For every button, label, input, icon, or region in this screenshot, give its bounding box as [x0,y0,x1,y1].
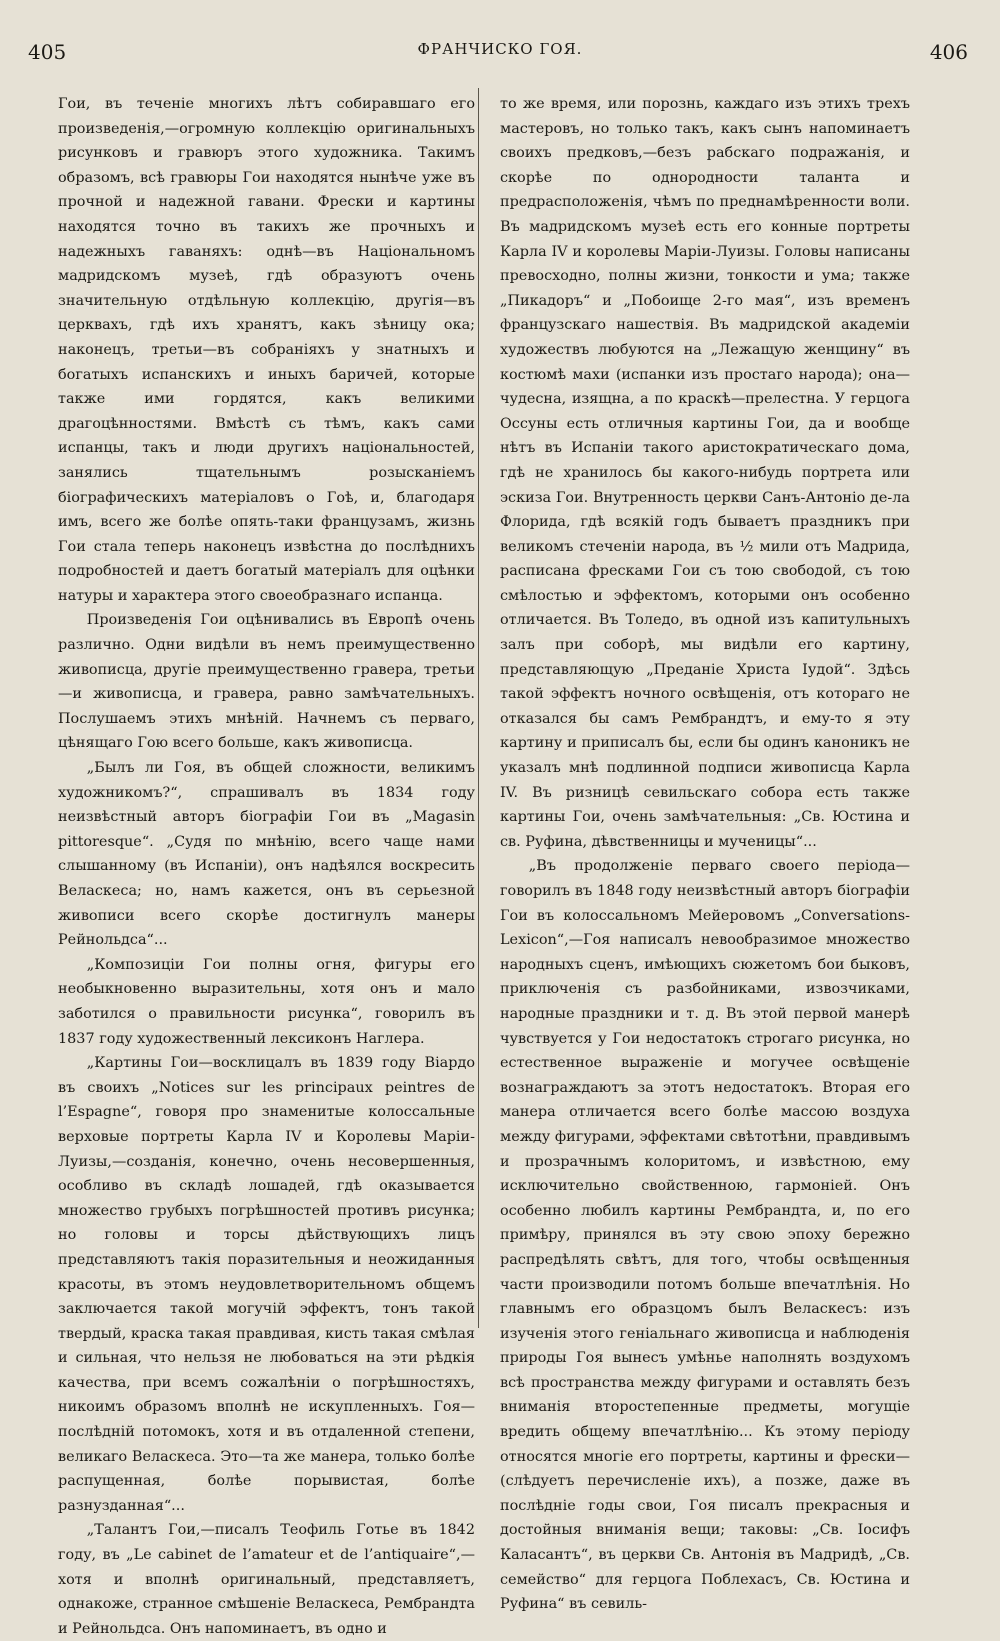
column-divider [478,88,479,1328]
paragraph: Произведенія Гои оцѣнивались въ Европѣ очень различно. Одни видѣли въ немъ преимущественно живописца, другіе преимущественно гравера, третьи—и живописца, и гравера, равно замѣчательныхъ. Послушаемъ этихъ мнѣній. Начнемъ съ перваго, цѣнящаго Гою всего больше, какъ живописца. [58,612,475,752]
paragraph: „Талантъ Гои,—писалъ Теофиль Готье въ 1842 году, въ „Le cabinet de l’amateur et de l’antiquaire“,—хотя и вполнѣ оригинальный, представляетъ, однакоже, странное смѣшеніе Веласкеса, Рембрандта и Рейнольдса. Онъ напоминаетъ, въ одно и [58,1522,475,1637]
running-title: ФРАНЧИСКО ГОЯ. [417,40,583,58]
left-column [58,92,475,1641]
paragraph: Гои, въ теченіе многихъ лѣтъ собиравшаго его произведенія,—огромную коллекцію оригинальныхъ рисунковъ и гравюръ этого художника. Такимъ образомъ, всѣ гравюры Гои находятся нынѣче уже въ прочной и надежной гавани. Фрески и картины находятся точно въ такихъ же прочныхъ и надежныхъ гаваняхъ: однѣ—въ Національномъ мадридскомъ музеѣ, гдѣ образуютъ очень значительную отдѣльную коллекцію, другія—въ церквахъ, гдѣ ихъ хранятъ, какъ зѣницу ока; наконецъ, третьи—въ собраніяхъ у знатныхъ и богатыхъ испанскихъ и иныхъ баричей, которые также ими гордятся, какъ великими драгоцѣнностями. Вмѣстѣ съ тѣмъ, какъ сами испанцы, такъ и люди другихъ національностей, занялись тщательнымъ розысканіемъ біографическихъ матеріаловъ о Гоѣ, и, благодаря имъ, всего же болѣе опять-таки французамъ, жизнь Гои стала теперь наконецъ извѣстна до послѣднихъ подробностей и даетъ богатый матеріалъ для оцѣнки натуры и характера этого своеобразнаго испанца. [58,96,475,604]
paragraph: „Въ продолженіе перваго своего періода—говорилъ въ 1848 году неизвѣстный авторъ біографіи Гои въ колоссальномъ Мейеровомъ „Conversations-Lexicon“,—Гоя написалъ невообразимое множество народныхъ сценъ, имѣющихъ сюжетомъ бои быковъ, приключенія съ разбойниками, извозчиками, народные праздники и т. д. Въ этой первой манерѣ чувствуется у Гои недостатокъ строгаго рисунка, но естественное выраженіе и могучее освѣщеніе вознаграждаютъ за этотъ недостатокъ. Вторая его манера отличается всего болѣе массою воздуха между фигурами, эффектами свѣтотѣни, правдивымъ и прозрачнымъ колоритомъ, и извѣстною, ему исключительно свойственною, гармоніей. Онъ особенно любилъ картины Рембрандта, и, по его примѣру, принялся въ эту свою эпоху бережно распредѣлять свѣтъ, для того, чтобы освѣщенныя части производили потомъ больше впечатлѣнія. Но главнымъ его образцомъ былъ Веласкесъ: изъ изученія этого геніальнаго живописца и наблюденія природы Гоя вынесъ умѣнье наполнять воздухомъ всѣ пространства между фигурами и оставлять безъ вниманія второстепенные предметы, могущіе вредить общему впечатлѣнію... Къ этому періоду относятся многіе его портреты, картины и фрески—(слѣдуетъ перечисленіе ихъ), а позже, даже въ послѣдніе годы свои, Гоя писалъ прекрасныя и достойныя вниманія вещи; таковы: „Св. Іосифъ Каласантъ“, въ церкви Св. Антонія въ Мадридѣ, „Св. семейство“ для герцога Поблехасъ, Св. Юстина и Руфина“ въ севиль- [500,858,910,1613]
paragraph: „Былъ ли Гоя, въ общей сложности, великимъ художникомъ?“, спрашивалъ въ 1834 году неизвѣстный авторъ біографіи Гои въ „Magasin pittoresque“. „Судя по мнѣнію, всего чаще нами слышанному (въ Испаніи), онъ надѣялся воскресить Веласкеса; но, намъ кажется, онъ въ серьезной живописи всего скорѣе достигнулъ манеры Рейнольдса“... [58,760,475,949]
page-number-left: 405 [28,40,67,64]
paragraph: „Композиціи Гои полны огня, фигуры его необыкновенно выразительны, хотя онъ и мало заботился о правильности рисунка“, говорилъ въ 1837 году художественный лексиконъ Наглера. [58,956,475,1047]
paragraph: то же время, или порознь, каждаго изъ этихъ трехъ мастеровъ, но только такъ, какъ сынъ напоминаетъ своихъ предковъ,—безъ рабскаго подражанія, и скорѣе по однородности таланта и предрасположенія, чѣмъ по преднамѣренности воли. Въ мадридскомъ музеѣ есть его конные портреты Карла IV и королевы Маріи-Луизы. Головы написаны превосходно, полны жизни, тонкости и ума; также „Пикадоръ“ и „Побоище 2-го мая“, изъ временъ французскаго нашествія. Въ мадридской академіи художествъ любуются на „Лежащую женщину“ въ костюмѣ махи (испанки изъ простаго народа); она—чудесна, изящна, а по краскѣ—прелестна. У герцога Оссуны есть отличныя картины Гои, да и вообще нѣтъ въ Испаніи такого аристократическаго дома, гдѣ не хранилось бы какого-нибудь портрета или эскиза Гои. Внутренность церкви Санъ-Антоніо де-ла Флорида, гдѣ всякій годъ бываетъ праздникъ при великомъ стеченіи народа, въ ½ мили отъ Мадрида, расписана фресками Гои съ тою свободой, съ тою смѣлостью и эффектомъ, которыми онъ особенно отличается. Въ Толедо, въ одной изъ капитульныхъ залъ при соборѣ, мы видѣли его картину, представляющую „Преданіе Христа Іудой“. Здѣсь такой эффектъ ночного освѣщенія, отъ котораго не отказался бы самъ Рембрандтъ, и ему-то я эту картину и приписалъ бы, если бы одинъ каноникъ не указалъ мнѣ подлинной подписи живописца Карла IV. Въ ризницѣ севильскаго собора есть также картины Гои, очень замѣчательныя: „Св. Юстина и св. Руфина, дѣвственницы и мученицы“... [500,96,910,850]
right-column [500,92,910,1617]
paragraph: „Картины Гои—восклицалъ въ 1839 году Віардо въ своихъ „Notices sur les principaux peintres de l’Espagne“, говоря про знаменитые колоссальные верховые портреты Карла IV и Королевы Маріи-Луизы,—созданія, конечно, очень несовершенныя, особливо въ складѣ лошадей, гдѣ оказывается множество грубыхъ погрѣшностей противъ рисунка; но головы и торсы дѣйствующихъ лицъ представляютъ такія поразительныя и неожиданныя красоты, въ этомъ неудовлетворительномъ общемъ заключается такой могучій эффектъ, тонъ такой твердый, краска такая правдивая, кисть такая смѣлая и сильная, что нельзя не любоваться на эти рѣдкія качества, при всемъ сожалѣніи о погрѣшностяхъ, никоимъ образомъ вполнѣ не искупленныхъ. Гоя—послѣдній потомокъ, хотя и въ отдаленной степени, великаго Веласкеса. Это—та же манера, только болѣе распущенная, болѣе порывистая, болѣе разнузданная“... [58,1055,475,1514]
page-number-right: 406 [929,40,968,64]
